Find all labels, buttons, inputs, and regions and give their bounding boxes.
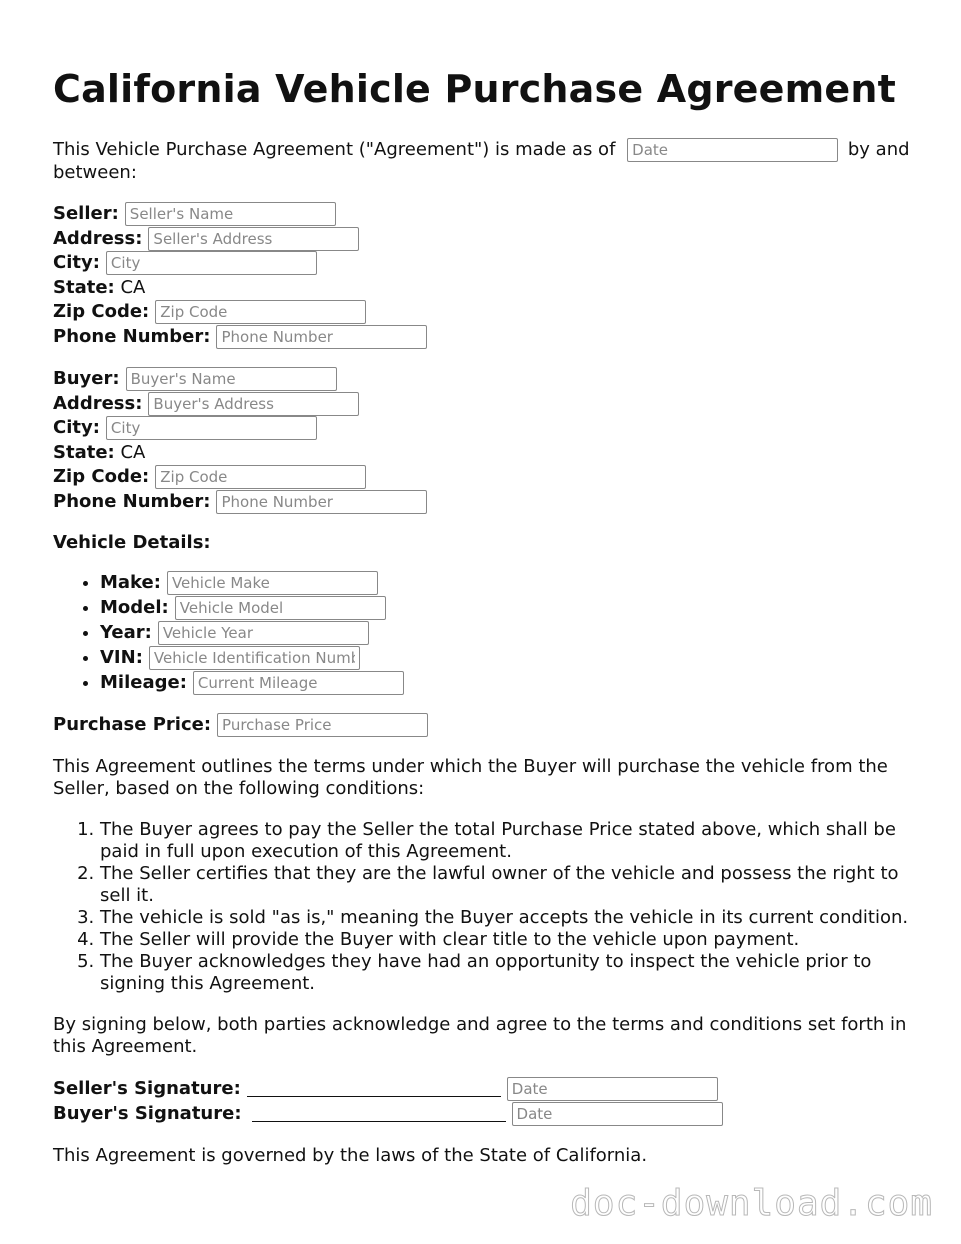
seller-state-label: State: bbox=[53, 276, 115, 298]
seller-signature-date-input[interactable] bbox=[507, 1077, 718, 1101]
seller-name-input[interactable] bbox=[125, 202, 336, 226]
purchase-price-row bbox=[53, 713, 913, 738]
seller-zip-input[interactable] bbox=[155, 300, 366, 324]
seller-city-input[interactable] bbox=[106, 251, 317, 275]
buyer-phone-label: Phone Number: bbox=[53, 490, 211, 512]
list-item bbox=[100, 670, 913, 695]
seller-signature-line[interactable] bbox=[247, 1081, 501, 1097]
seller-signature-label: Seller's Signature: bbox=[53, 1078, 241, 1099]
governing-law-text: This Agreement is governed by the laws of the State of California. bbox=[53, 1144, 648, 1166]
seller-phone-input[interactable] bbox=[216, 325, 427, 349]
buyer-city-input[interactable] bbox=[106, 416, 317, 440]
buyer-name-input[interactable] bbox=[126, 367, 337, 391]
vehicle-year-label: • Year: bbox=[100, 621, 152, 643]
seller-phone-label: Phone Number: bbox=[53, 325, 211, 347]
intro-paragraph bbox=[53, 138, 913, 184]
vehicle-mileage-label: • Mileage: bbox=[100, 671, 187, 693]
vehicle-make-label: • Make: bbox=[100, 571, 161, 593]
agreement-document bbox=[53, 66, 913, 1167]
buyer-zip-input[interactable] bbox=[155, 465, 366, 489]
buyer-signature-line[interactable] bbox=[252, 1106, 506, 1122]
buyer-city-label: City: bbox=[53, 417, 100, 439]
buyer-section bbox=[53, 367, 913, 514]
seller-zip-label: Zip Code: bbox=[53, 301, 150, 323]
seller-city-label: City: bbox=[53, 252, 100, 274]
buyer-address-label: Address: bbox=[53, 392, 143, 414]
buyer-signature-date-input[interactable] bbox=[512, 1102, 723, 1126]
vehicle-model-label: • Model: bbox=[100, 596, 169, 618]
buyer-signature-label: Buyer's Signature: bbox=[53, 1103, 242, 1124]
vehicle-details-list bbox=[53, 570, 913, 695]
vehicle-make-input[interactable] bbox=[167, 571, 378, 595]
buyer-state-label: State: bbox=[53, 441, 115, 463]
seller-address-input[interactable] bbox=[148, 227, 359, 251]
terms-intro-paragraph: This Agreement outlines the terms under which the Buyer will purchase the vehicle from the Seller, based on the following conditions: bbox=[53, 755, 888, 799]
list-item: 3. The vehicle is sold "as is," meaning the Buyer accepts the vehicle in its current condition. bbox=[100, 907, 913, 929]
signature-section bbox=[53, 1077, 913, 1127]
buyer-address-input[interactable] bbox=[148, 392, 359, 416]
buyer-phone-input[interactable] bbox=[216, 490, 427, 514]
vehicle-mileage-input[interactable] bbox=[193, 671, 404, 695]
vehicle-vin-input[interactable] bbox=[149, 646, 360, 670]
intro-text-before: This Vehicle Purchase Agreement ("Agreement") is made as of bbox=[53, 139, 616, 160]
seller-name-label: Seller: bbox=[53, 203, 119, 225]
seller-address-label: Address: bbox=[53, 227, 143, 249]
page-title: California Vehicle Purchase Agreement bbox=[53, 67, 897, 111]
watermark-text: doc-download.com bbox=[570, 1183, 933, 1224]
vehicle-details-heading: Vehicle Details: bbox=[53, 532, 211, 553]
vehicle-model-input[interactable] bbox=[175, 596, 386, 620]
list-item: 4. The Seller will provide the Buyer with clear title to the vehicle upon payment. bbox=[100, 929, 913, 951]
list-item bbox=[100, 595, 913, 620]
intro-text-after: by and between: bbox=[53, 139, 910, 183]
list-item bbox=[100, 645, 913, 670]
list-item: 5. The Buyer acknowledges they have had an opportunity to inspect the vehicle prior to signing this Agreement. bbox=[100, 951, 913, 995]
buyer-zip-label: Zip Code: bbox=[53, 466, 150, 488]
list-item bbox=[100, 620, 913, 645]
acknowledge-paragraph: By signing below, both parties acknowledge and agree to the terms and conditions set forth in this Agreement. bbox=[53, 1013, 907, 1057]
seller-state-value: CA bbox=[120, 276, 146, 298]
list-item bbox=[100, 570, 913, 595]
buyer-name-label: Buyer: bbox=[53, 368, 120, 390]
terms-list bbox=[53, 819, 913, 995]
list-item: 1. The Buyer agrees to pay the Seller the total Purchase Price stated above, which shall be paid in full upon execution of this Agreement. bbox=[100, 819, 913, 863]
vehicle-year-input[interactable] bbox=[158, 621, 369, 645]
seller-section bbox=[53, 202, 913, 349]
list-item: 2. The Seller certifies that they are the lawful owner of the vehicle and possess the right to sell it. bbox=[100, 863, 913, 907]
agreement-date-input[interactable] bbox=[627, 138, 838, 162]
purchase-price-input[interactable] bbox=[217, 713, 428, 737]
buyer-state-value: CA bbox=[120, 441, 146, 463]
purchase-price-label: Purchase Price: bbox=[53, 714, 212, 736]
vehicle-vin-label: • VIN: bbox=[100, 646, 143, 668]
